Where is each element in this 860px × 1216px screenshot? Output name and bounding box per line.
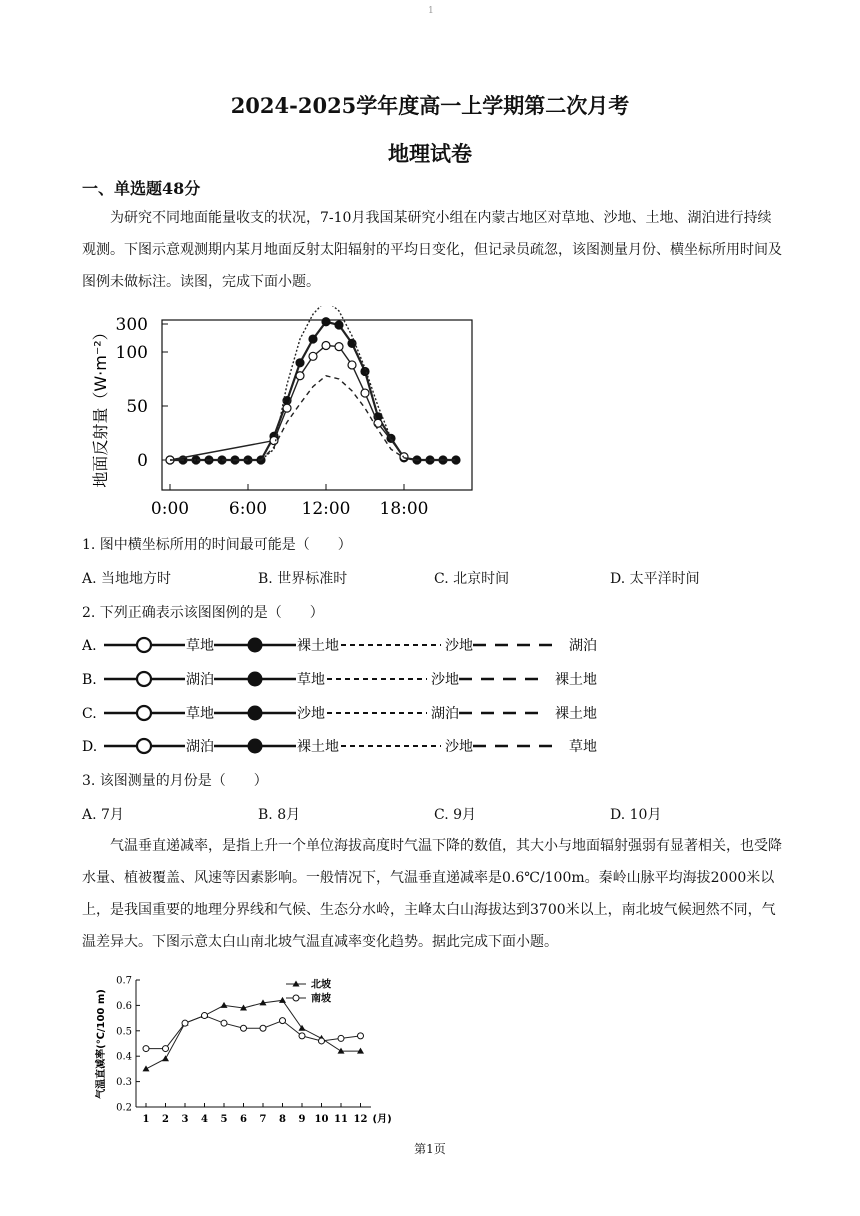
chart2-point-triangle	[143, 1065, 150, 1071]
exam-title: 2024-2025学年度高一上学期第二次月考	[230, 93, 630, 118]
legend-label-1: 草地	[186, 706, 214, 722]
legend-letter: A.	[82, 638, 97, 654]
chart2-ytick-label: 0.6	[116, 1000, 132, 1012]
chart2-xtick-label: 4	[201, 1114, 208, 1125]
chart1-point-open-circle	[296, 372, 304, 380]
chart2-point-triangle	[299, 1025, 306, 1031]
chart2-xtick-label: 9	[298, 1114, 306, 1125]
legend-open-circle	[137, 706, 151, 720]
chart2-legend-circle	[293, 995, 299, 1001]
chart2-point-triangle	[279, 997, 286, 1003]
legend-label-2: 草地	[297, 672, 325, 688]
legend-label-2: 裸土地	[297, 739, 339, 755]
chart1-ylabel: 地面反射量（W·m⁻²）	[91, 324, 110, 488]
legend-open-circle	[137, 672, 151, 686]
legend-graphic	[82, 735, 642, 757]
exam-subject: 地理试卷	[388, 141, 472, 166]
chart2-xtick-label: 3	[181, 1114, 189, 1125]
legend-letter: D.	[82, 739, 98, 755]
chart1-series-dotted-line	[170, 306, 456, 460]
chart1-ytick-label: 0	[137, 451, 148, 471]
q2-option-a[interactable]	[82, 634, 642, 656]
chart1-xtick-label: 6:00	[228, 499, 268, 519]
legend-label-1: 湖泊	[186, 739, 214, 755]
chart2-xtick-label: 8	[279, 1114, 286, 1125]
legend-filled-circle	[248, 706, 263, 721]
chart1-point-open-circle	[335, 343, 343, 351]
chart1-point-open-circle	[283, 404, 291, 412]
q3-stem: 3. 该图测量的月份是（ ）	[82, 773, 268, 789]
legend-open-circle	[137, 638, 151, 652]
chart2-xtick-label: 5	[220, 1114, 228, 1125]
chart2-point-circle	[241, 1025, 247, 1031]
legend-label-4: 湖泊	[569, 638, 597, 654]
chart2-x-unit: (月)	[372, 1114, 392, 1125]
chart1-ytick-label: 100	[115, 343, 148, 363]
passage-2: 气温垂直递减率，是指上升一个单位海拔高度时气温下降的数值，其大小与地面辐射强弱有显著相关，也受降水量、植被覆盖、风速等因素影响。一般情况下，气温垂直递减率是0.6℃/100m。秦岭山脉平均海拔2000米以上，是我国重要的地理分界线和气候、生态分水岭，主峰太白山海拔达到3700米以上，南北坡气候迥然不同，气温差异大。下图示意太白山南北坡气温直减率变化趋势。据此完成下面小题。	[82, 838, 782, 950]
chart2-point-circle	[221, 1020, 227, 1026]
legend-filled-circle	[248, 672, 263, 687]
chart2-xtick-label: 7	[259, 1114, 267, 1125]
legend-filled-circle	[248, 739, 263, 754]
chart1-xtick-label: 0:00	[150, 499, 190, 519]
chart2-point-circle	[319, 1038, 325, 1044]
chart2-legend-label: 北坡	[311, 979, 331, 991]
legend-label-3: 沙地	[445, 739, 473, 755]
chart2-point-circle	[260, 1025, 266, 1031]
chart1-series-dashed-line	[170, 376, 456, 460]
legend-graphic	[82, 668, 642, 690]
page-footer: 第1页	[414, 1142, 446, 1156]
chart2-xtick-label: 2	[162, 1114, 169, 1125]
chart2-xtick-label: 1	[142, 1114, 150, 1125]
chart1-ytick-label: 300	[115, 315, 148, 335]
chart2-point-circle	[358, 1033, 364, 1039]
chart1-point-open-circle	[309, 352, 317, 360]
chart1-ytick-label: 50	[126, 397, 148, 417]
chart2-point-circle	[143, 1046, 149, 1052]
chart2-xtick-label: 12	[353, 1114, 368, 1125]
chart2-series-line	[146, 1000, 361, 1069]
legend-label-2: 沙地	[297, 706, 325, 722]
q3-option-d[interactable]: D. 10月	[610, 807, 662, 823]
q1-option-c[interactable]: C. 北京时间	[434, 571, 510, 587]
chart2-point-circle	[182, 1020, 188, 1026]
q1-stem: 1. 图中横坐标所用的时间最可能是（ ）	[82, 537, 352, 553]
q3-option-b[interactable]: B. 8月	[258, 807, 301, 823]
chart2-point-circle	[202, 1013, 208, 1019]
chart2-point-circle	[163, 1046, 169, 1052]
chart2-point-circle	[338, 1035, 344, 1041]
legend-letter: C.	[82, 706, 97, 722]
chart2-point-triangle	[357, 1048, 364, 1054]
q1-option-b[interactable]: B. 世界标准时	[258, 571, 348, 587]
legend-open-circle	[137, 739, 151, 753]
page-top-mark: 1	[428, 6, 434, 16]
q2-option-b[interactable]	[82, 668, 642, 690]
legend-label-3: 沙地	[431, 672, 459, 688]
legend-label-2: 裸土地	[297, 638, 339, 654]
chart1-point-filled-circle	[309, 335, 317, 343]
legend-label-3: 沙地	[445, 638, 473, 654]
legend-label-3: 湖泊	[431, 706, 459, 722]
chart2-point-triangle	[221, 1002, 228, 1008]
legend-filled-circle	[248, 638, 263, 653]
passage-1: 为研究不同地面能量收支的状况，7-10月我国某研究小组在内蒙古地区对草地、沙地、土地、湖泊进行持续观测。下图示意观测期内某月地面反射太阳辐射的平均日变化，但记录员疏忽，该图测量月份、横坐标所用时间及图例未做标注。读图，完成下面小题。	[82, 210, 782, 290]
q2-option-c[interactable]	[82, 702, 642, 724]
chart2-legend-label: 南坡	[311, 993, 331, 1005]
chart2-series-line	[146, 1016, 361, 1049]
legend-label-1: 草地	[186, 638, 214, 654]
chart1-point-open-circle	[322, 342, 330, 350]
chart2-point-triangle	[162, 1055, 169, 1061]
chart1-point-open-circle	[270, 437, 278, 445]
chart2-point-triangle	[338, 1048, 345, 1054]
legend-graphic	[82, 702, 642, 724]
chart1-point-filled-circle	[335, 321, 343, 329]
q3-option-a[interactable]: A. 7月	[82, 807, 124, 823]
chart1-xtick-label: 18:00	[379, 499, 429, 519]
chart1-xtick-label: 12:00	[301, 499, 351, 519]
lapse-rate-chart	[86, 972, 406, 1132]
q2-stem: 2. 下列正确表示该图图例的是（ ）	[82, 605, 324, 621]
chart2-ytick-label: 0.4	[116, 1051, 132, 1063]
q1-option-d[interactable]: D. 太平洋时间	[610, 571, 700, 587]
chart2-point-circle	[299, 1033, 305, 1039]
q2-option-d[interactable]	[82, 735, 642, 757]
reflection-chart	[82, 306, 482, 526]
chart2-ytick-label: 0.2	[116, 1102, 132, 1114]
legend-label-4: 裸土地	[555, 706, 597, 722]
q1-option-a[interactable]: A. 当地地方时	[82, 571, 172, 587]
legend-letter: B.	[82, 672, 97, 688]
chart1-point-filled-circle	[296, 359, 304, 367]
section-heading: 一、单选题48分	[82, 179, 201, 198]
legend-label-4: 裸土地	[555, 672, 597, 688]
q3-option-c[interactable]: C. 9月	[434, 807, 477, 823]
legend-label-1: 湖泊	[186, 672, 214, 688]
chart2-point-circle	[280, 1018, 286, 1024]
chart2-xtick-label: 11	[334, 1114, 348, 1125]
chart2-ytick-label: 0.5	[116, 1026, 132, 1038]
legend-label-4: 草地	[569, 739, 597, 755]
chart1-point-open-circle	[361, 389, 369, 397]
chart2-ytick-label: 0.7	[116, 975, 132, 987]
chart2-ytick-label: 0.3	[116, 1077, 132, 1089]
legend-graphic	[82, 634, 642, 656]
chart2-xtick-label: 6	[240, 1114, 247, 1125]
chart2-xtick-label: 10	[314, 1114, 329, 1125]
chart1-point-filled-circle	[322, 318, 330, 326]
chart2-ylabel: 气温直减率(℃/100 m)	[96, 989, 107, 1099]
chart1-point-open-circle	[348, 361, 356, 369]
